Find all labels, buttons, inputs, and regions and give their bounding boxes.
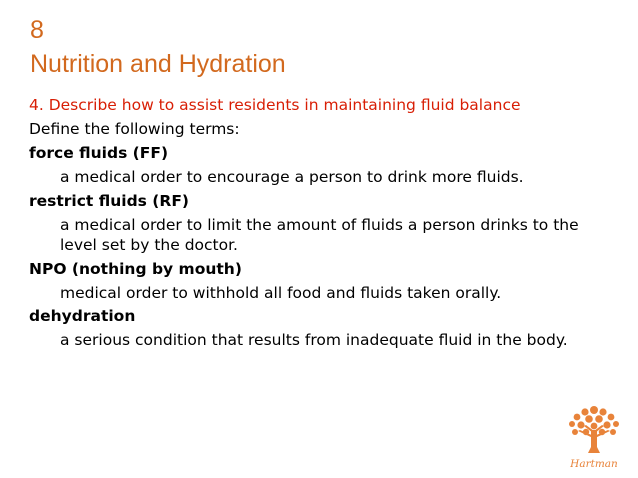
logo-wordmark: Hartman — [570, 458, 618, 470]
definition-restrict-fluids: a medical order to limit the amount of fluids a person drinks to the level set by the doctor. — [60, 215, 579, 254]
definition-npo: medical order to withhold all food and fluids taken orally. — [60, 283, 502, 302]
chapter-number: 8 — [30, 16, 44, 44]
intro-text: Define the following terms: — [29, 120, 240, 138]
tree-logo-icon — [562, 403, 626, 459]
term-force-fluids: force fluids (FF) — [29, 144, 169, 162]
term-restrict-fluids: restrict fluids (RF) — [29, 191, 189, 210]
hartman-logo — [562, 403, 626, 471]
chapter-title: Nutrition and Hydration — [30, 50, 286, 78]
term-npo: NPO (nothing by mouth) — [29, 259, 242, 278]
learning-objective: 4. Describe how to assist residents in maintaining fluid balance — [29, 96, 521, 114]
term-dehydration: dehydration — [29, 307, 136, 325]
slide-content — [29, 94, 619, 351]
definition-dehydration: a serious condition that results from inadequate fluid in the body. — [60, 331, 568, 349]
definition-force-fluids: a medical order to encourage a person to drink more fluids. — [60, 168, 524, 186]
